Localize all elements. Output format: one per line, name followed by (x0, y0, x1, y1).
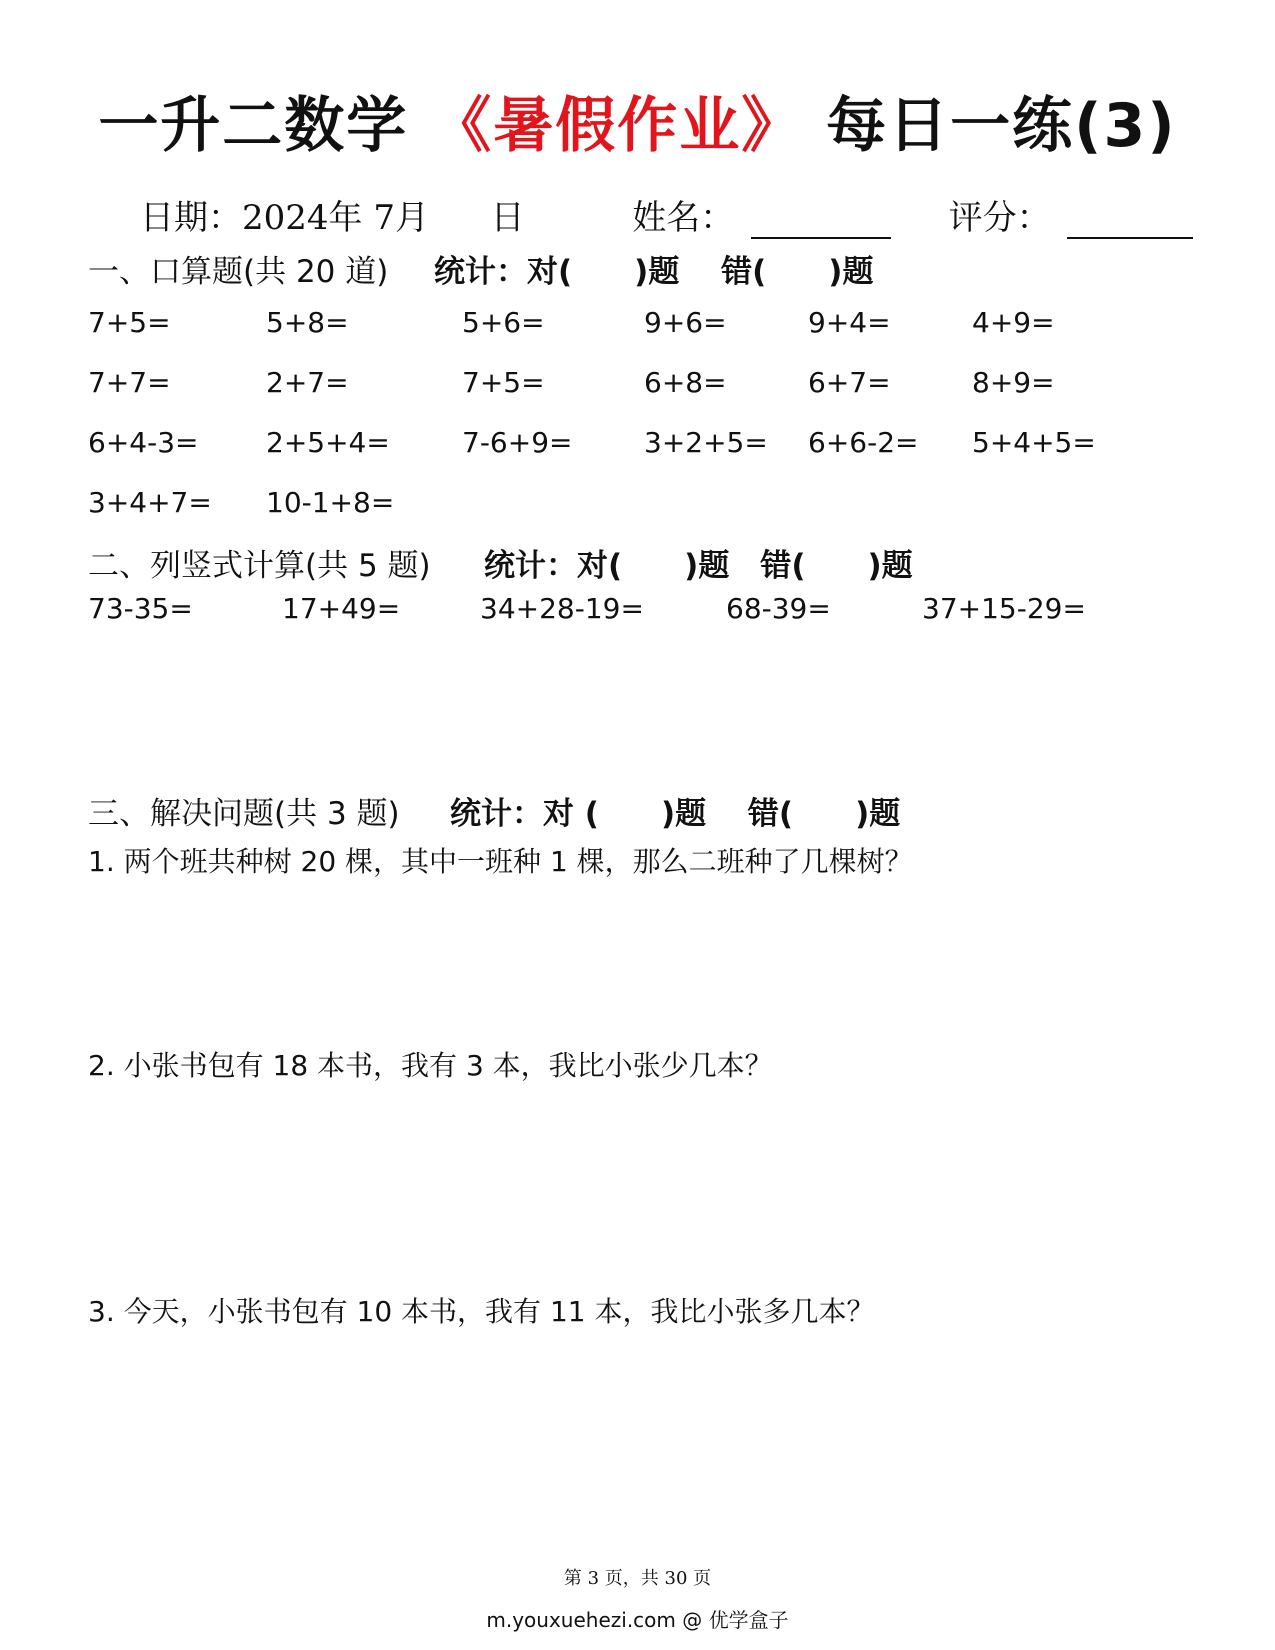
oral-problem: 3+4+7= (88, 486, 212, 519)
site-watermark: m.youxuehezi.com @ 优学盒子 (486, 1608, 789, 1632)
oral-problem: 9+4= (808, 306, 891, 339)
oral-problem: 7+5= (462, 366, 545, 399)
vertical-calc-problem: 68-39= (726, 592, 831, 625)
name-field[interactable] (751, 205, 891, 239)
vertical-calc-problem: 34+28-19= (480, 592, 644, 625)
score-label: 评分： (948, 198, 1051, 238)
oral-problem: 6+7= (808, 366, 891, 399)
word-problem-1: 1. 两个班共种树 20 棵，其中一班种 1 棵，那么二班种了几棵树？ (88, 845, 913, 878)
word-problem-3: 3. 今天，小张书包有 10 本书，我有 11 本，我比小张多几本？ (88, 1295, 875, 1328)
oral-problem: 9+6= (644, 306, 727, 339)
oral-problem: 7-6+9= (462, 426, 573, 459)
section1-title: 一、口算题(共 20 道) (88, 254, 389, 290)
info-line (140, 190, 1193, 239)
section3-stat (450, 788, 900, 833)
vertical-calc-problem: 73-35= (88, 592, 193, 625)
title-part1: 一升二数学 (98, 91, 409, 161)
oral-problem: 6+6-2= (808, 426, 919, 459)
oral-problem: 2+5+4= (266, 426, 390, 459)
section2-stat (484, 540, 913, 585)
page-number: 第 3 页，共 30 页 (563, 1568, 712, 1589)
section2-title: 二、列竖式计算(共 5 题) (88, 548, 431, 584)
oral-problem: 10-1+8= (266, 486, 395, 519)
oral-problem: 5+8= (266, 306, 349, 339)
oral-problem: 5+6= (462, 306, 545, 339)
day-label: 日 (490, 198, 525, 238)
section1-stat-text: 统计：对( )题 错( )题 (434, 254, 874, 290)
section3-stat-text: 统计：对 ( )题 错( )题 (450, 796, 901, 832)
vertical-calc-problem: 17+49= (282, 592, 401, 625)
oral-problem: 6+8= (644, 366, 727, 399)
score-field[interactable] (1067, 205, 1193, 239)
section1-heading (88, 246, 388, 291)
oral-problem: 8+9= (972, 366, 1055, 399)
oral-problem: 6+4-3= (88, 426, 199, 459)
title-part2: 《暑假作业》 (431, 91, 804, 161)
page-title (0, 78, 1275, 164)
section1-stat (434, 246, 873, 291)
word-problem-2: 2. 小张书包有 18 本书，我有 3 本，我比小张少几本？ (88, 1049, 773, 1082)
vertical-calc-problem: 37+15-29= (922, 592, 1086, 625)
date-label: 日期：2024年 7月 (140, 198, 429, 238)
oral-problem: 2+7= (266, 366, 349, 399)
section2-stat-text: 统计：对( )题 错( )题 (484, 548, 913, 584)
oral-problem: 3+2+5= (644, 426, 768, 459)
section2-heading (88, 540, 431, 585)
oral-problem: 4+9= (972, 306, 1055, 339)
oral-problem: 7+7= (88, 366, 171, 399)
oral-problem: 7+5= (88, 306, 171, 339)
name-label: 姓名： (632, 198, 735, 238)
oral-problem: 5+4+5= (972, 426, 1096, 459)
section3-heading (88, 788, 400, 833)
title-part3: 每日一练(3) (826, 91, 1177, 161)
section3-title: 三、解决问题(共 3 题) (88, 796, 400, 832)
